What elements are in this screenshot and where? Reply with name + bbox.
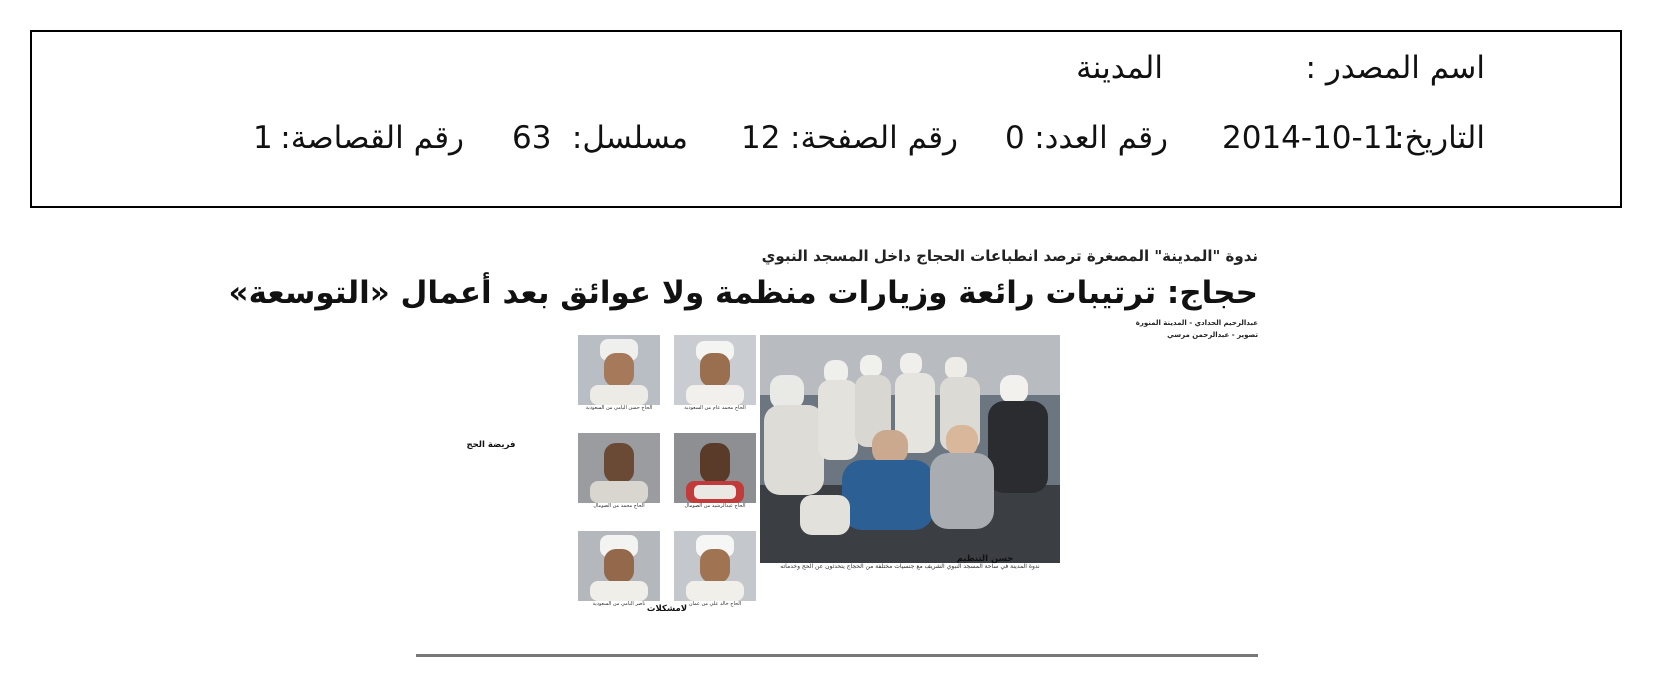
page-value: 12 <box>741 120 781 156</box>
portrait-caption: ناصر اليامي من السعودية <box>592 601 646 607</box>
newspaper-clipping <box>228 247 1258 662</box>
portrait-1 <box>674 335 756 415</box>
article-kicker: ندوة "المدينة" المصغرة ترصد انطباعات الحجاج داخل المسجد النبوي <box>761 247 1258 265</box>
serial-label: مسلسل: <box>571 120 688 156</box>
byline-photographer: تصوير - عبدالرحمن مرسي <box>1167 331 1258 339</box>
clip-label: رقم القصاصة: <box>280 120 464 156</box>
portrait-photo <box>578 433 660 503</box>
portrait-4 <box>578 433 660 513</box>
group-photo <box>760 335 1060 563</box>
subhead-no-problems: لامشكلات <box>646 604 688 614</box>
subhead-organization: حسن التنظيم <box>956 554 1014 564</box>
portrait-caption: الحاج خالد علي من عمان <box>688 601 742 607</box>
portrait-photo <box>674 335 756 405</box>
clip-value: 1 <box>253 120 273 156</box>
portrait-photo <box>578 335 660 405</box>
article-column-bottom-left <box>578 547 756 647</box>
date-label: التاريخ: <box>1394 120 1485 156</box>
serial-value: 63 <box>512 120 552 156</box>
portrait-photo <box>674 433 756 503</box>
article-headline: حجاج: ترتيبات رائعة وزيارات منظمة ولا عوائق بعد أعمال «التوسعة» <box>228 275 1258 311</box>
byline-author: عبدالرحيم الحدادي - المدينة المنورة <box>1135 319 1258 327</box>
page-label: رقم الصفحة: <box>790 120 958 156</box>
issue-value: 0 <box>1005 120 1025 156</box>
issue-label: رقم العدد: <box>1034 120 1168 156</box>
article-column-left <box>416 317 566 607</box>
portrait-3 <box>674 433 756 513</box>
source-label: اسم المصدر : <box>1305 50 1485 86</box>
portrait-caption: الحاج عبدالرشيد من الصومال <box>684 503 746 509</box>
subhead-pilgrimage: فريضة الحج <box>466 440 516 450</box>
article-column-bottom-right <box>1108 547 1258 647</box>
date-value: 2014-10-11 <box>1222 120 1403 156</box>
article-column-bottom-mid <box>760 547 1060 647</box>
portrait-caption: الحاج محمد من الصومال <box>593 503 645 509</box>
group-photo-image <box>760 335 1060 563</box>
portrait-caption: الحاج محمد عام من السعودية <box>684 405 746 411</box>
source-value: المدينة <box>1076 50 1163 86</box>
portrait-caption: الحاج حسن اليامي من السعودية <box>585 405 653 411</box>
photo-caption: ندوة المدينة في ساحة المسجد النبوي الشريف مع جنسيات مختلفة من الحجاج يتحدثون عن الحج وخدماته <box>780 563 1040 570</box>
bottom-rule <box>416 654 1258 657</box>
portrait-2 <box>578 335 660 415</box>
